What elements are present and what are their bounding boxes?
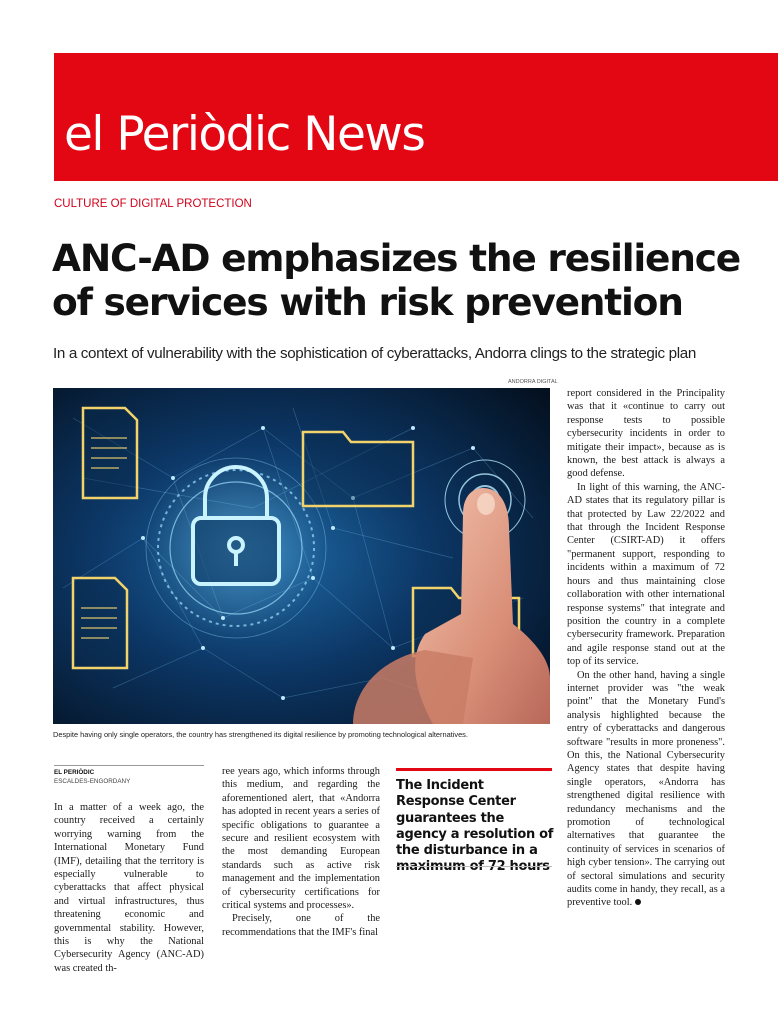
masthead-title: el Periòdic News [64,107,425,162]
body-column-2 [222,765,380,939]
article-photo [53,388,550,724]
body-paragraph-last [567,669,725,910]
body-paragraph: ree years ago, which informs through this medium, and regarding the aforementioned alert, that «Andorra has adopted in recent years a series of specific obligations to guarantee a secure and resilient ecosystem with the most demanding European standards such as active risk management and the implementation of cybersecurity certifications for critical systems and processes». [222,766,380,912]
document-icon [83,408,137,498]
byline-location: ESCALDES-ENGORDANY [54,778,131,785]
end-mark-icon [635,899,641,905]
pullquote-rule [396,866,552,867]
body-column-3 [567,387,725,910]
body-paragraph: In light of this warning, the ANC-AD states that its regulatory pillar is that protected by Law 22/2022 and that through the Incident Response Center (CSIRT-AD) it offers "permanent support, responding to incidents within a maximum of 72 hours and thus maintaining close collaboration with other international response systems" that integrate and position the country in a complete cybersecurity framework. Preparation and agile response stand out at the top of its service. [567,481,725,668]
byline-source: EL PERIÒDIC [54,769,95,776]
body-column-1 [54,801,204,975]
byline-rule [54,765,204,766]
body-paragraph: Precisely, one of the recommendations that the IMF's final [222,913,380,938]
byline [54,769,130,785]
headline: ANC-AD emphasizes the resilience of services with risk prevention [52,236,741,324]
pullquote-rule [396,768,552,771]
folder-icon [303,432,413,506]
photo-caption: Despite having only single operators, the country has strengthened its digital resilience by promoting technological alternatives. [53,730,468,739]
photo-credit: ANDORRA DIGITAL [508,379,558,385]
body-paragraph-text: On the other hand, having a single internet provider was "the weak point" that the Monetary Fund's analysis highlighted because the entry of cyberattacks and dangerous software "results in more proneness". On this, the National Cybersecurity Agency states that despite having single operators, «Andorra has strengthened digital resilience with redundancy mechanisms and the promotion of technological alternatives that guarantee the continuity of services in scenarios of high cyber tension». The carrying out of sectoral simulations and security audits come in handy, they recall, as a preventive tool. [567,669,725,909]
document-icon [73,578,127,668]
masthead [54,53,778,181]
body-paragraph: In a matter of a week ago, the country received a certainly worrying warning from the International Monetary Fund (IMF), detailing that the territory is especially vulnerable to cyberattacks that affect physical and virtual infrastructures, thus threatening economic and governmental stability. However, this is why the National Cybersecurity Agency (ANC-AD) was created th- [54,802,204,974]
section-label: CULTURE OF DIGITAL PROTECTION [54,198,252,210]
body-paragraph: report considered in the Principality was that it «continue to carry out response tests to possible cybersecurity incidents in order to mitigate their impact», because as is known, the best attack is always a good defense. [567,388,725,480]
pullquote: The Incident Response Center guarantees the agency a resolution of the disturbance in a [396,778,554,859]
subhead: In a context of vulnerability with the sophistication of cyberattacks, Andorra clings to the strategic plan [53,345,696,362]
